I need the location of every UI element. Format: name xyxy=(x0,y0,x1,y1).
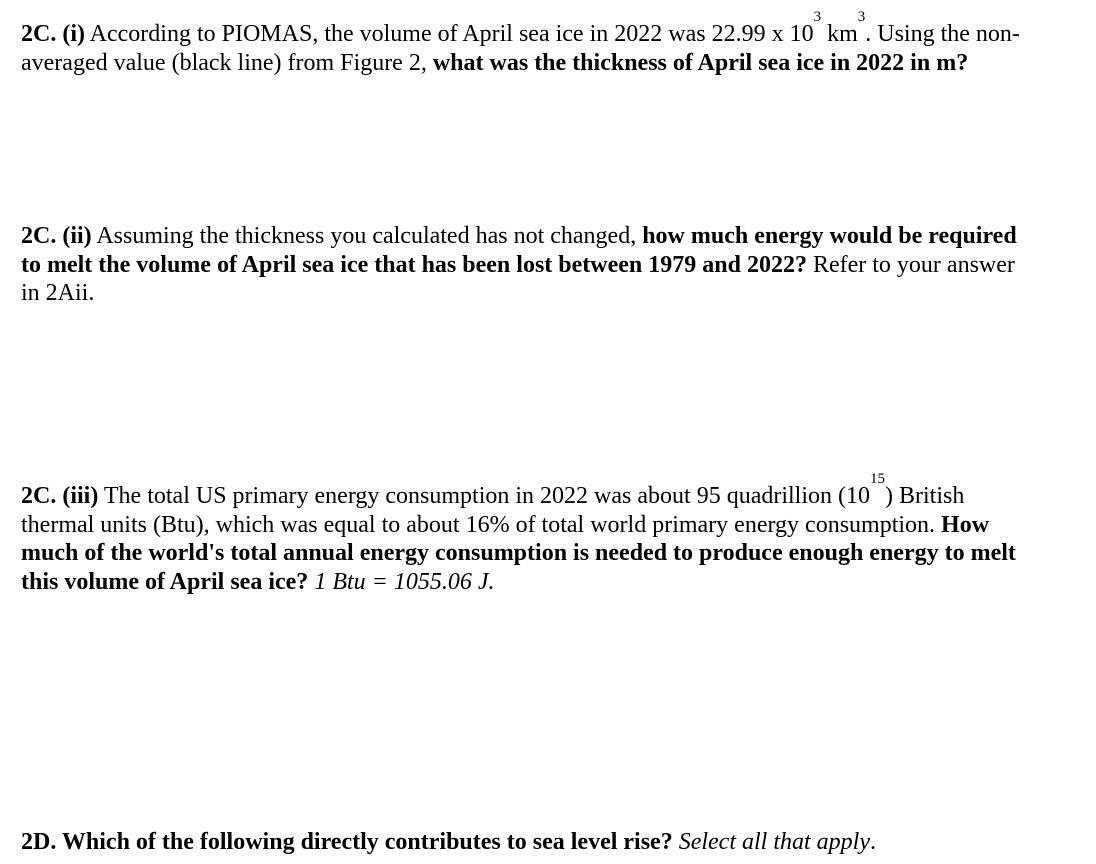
question-label: 2C. (ii) xyxy=(21,223,92,249)
question-2d xyxy=(21,828,1021,857)
answer-space-2c-iii[interactable] xyxy=(21,604,1021,814)
question-text: The total US primary energy consumption in 2022 was about 95 quadrillion (10 xyxy=(98,483,870,509)
answer-space-2c-ii[interactable] xyxy=(21,314,1021,474)
question-prompt: how much energy would be required to melt the volume of April sea ice that has been lost between 1979 and 2022? xyxy=(21,223,1017,278)
question-text: km xyxy=(821,21,858,47)
conversion-note: 1 Btu = 1055.06 J. xyxy=(308,568,495,595)
question-prompt: what was the thickness of April sea ice in 2022 in m? xyxy=(432,49,969,76)
question-2c-iii xyxy=(21,471,1021,596)
question-2c-i xyxy=(21,9,1021,77)
question-2c-ii xyxy=(21,222,1021,308)
question-text: ) British thermal units (Btu), which was equal to about 16% of total world primary energy consumption. xyxy=(21,483,965,538)
answer-space-2c-i[interactable] xyxy=(21,112,1021,212)
question-text: According to PIOMAS, the volume of April sea ice in 2022 was 22.99 x 10 xyxy=(84,21,814,47)
superscript: 3 xyxy=(857,9,866,25)
question-prompt: 2D. Which of the following directly contributes to sea level rise? xyxy=(21,829,673,855)
question-text: Assuming the thickness you calculated has not changed, xyxy=(91,223,643,249)
question-text: . Using the non-averaged value (black line) from Figure 2, xyxy=(21,21,1020,76)
question-text: Refer to your answer in 2Aii. xyxy=(21,251,1015,306)
superscript: 15 xyxy=(870,471,885,487)
instruction-note: Select all that apply xyxy=(672,829,870,855)
question-prompt: How much of the world's total annual energy consumption is needed to produce enough energy to melt this volume of April sea ice? xyxy=(21,511,1016,595)
question-text: . xyxy=(870,829,876,855)
question-label: 2C. (i) xyxy=(21,21,85,47)
superscript: 3 xyxy=(813,9,822,25)
question-label: 2C. (iii) xyxy=(21,483,99,509)
